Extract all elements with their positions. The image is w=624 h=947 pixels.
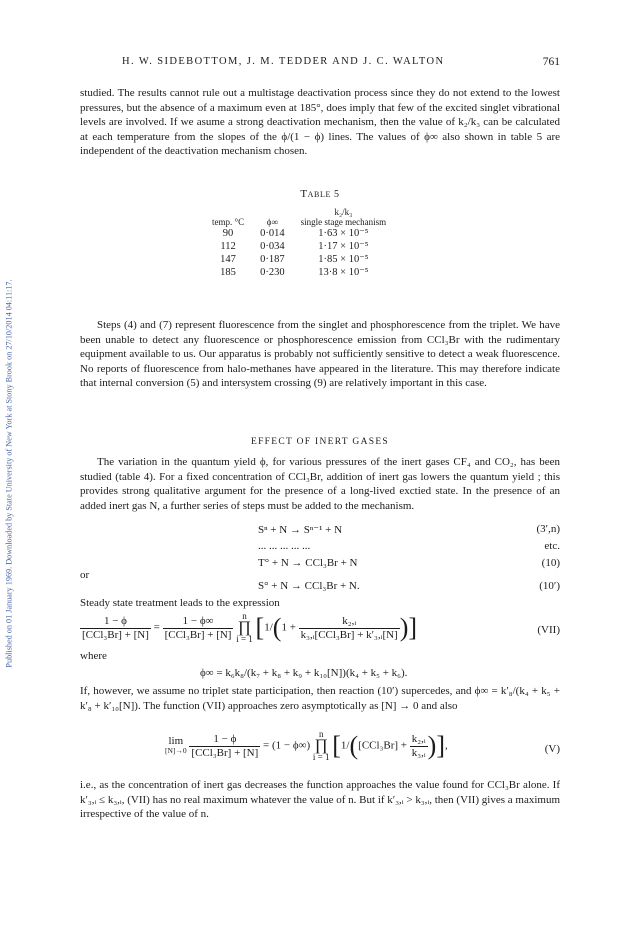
eqVII-inner-numerator: k₂,ᵢ bbox=[342, 614, 357, 627]
eqV-product-symbol: ∏ bbox=[314, 737, 328, 754]
eqVII-rhs-fraction bbox=[163, 615, 234, 642]
paragraph-conclusion: i.e., as the concentration of inert gas decreases the function approaches the value found for CCl₃Br alone. If k′₃,ᵢ ≤ k₃,ᵢ, (VII) has no real maximum whatever the value of n. But if k′₃,ᵢ > k₃,ᵢ, then (VII) gives a maximum irrespective of the value of n. bbox=[80, 779, 560, 821]
header-authors: H. W. SIDEBOTTOM, J. M. TEDDER AND J. C. WALTON bbox=[122, 56, 445, 67]
paragraph-inert-gases: The variation in the quantum yield ϕ, for various pressures of the inert gases CF₄ and CO₂, has been studied (table 4). For a fixed concentration of CCl₃Br, addition of inert gas lowers the quantum yield ; this provides strong qualitative argument for the presence of a long-lived exctied state. In the presence of an added inert gas N, a further series of steps must be added to the mechanism. bbox=[80, 456, 560, 512]
eqVII-lhs-denominator: [CCl₃Br] + [N] bbox=[82, 628, 149, 641]
cell-ratio: 1·17 × 10⁻⁵ bbox=[318, 241, 369, 252]
eqV-lhs-denominator: [CCl₃Br] + [N] bbox=[191, 746, 259, 759]
eqV-product bbox=[313, 730, 330, 762]
cell-phi: 0·014 bbox=[260, 228, 285, 239]
equation-VII bbox=[80, 612, 417, 644]
eqV-limit-word: lim bbox=[168, 735, 184, 747]
equation-number-10: (10) bbox=[541, 557, 560, 569]
table-row bbox=[204, 266, 394, 279]
equation-number-VII: (VII) bbox=[537, 624, 560, 636]
eqVII-inner-fraction bbox=[299, 615, 400, 642]
cell-ratio: 1·63 × 10⁻⁵ bbox=[318, 228, 369, 239]
or-word: or bbox=[80, 569, 90, 581]
eqV-open-paren: ( bbox=[349, 731, 359, 760]
eqV-inner-denominator: k₃,ᵢ bbox=[411, 746, 426, 759]
paragraph-no-triplet: If, however, we assume no triplet state participation, then reaction (10′) supercedes, and ϕ∞ = k′₈/(k₄ + k₅ + k′₈ + k′₁₀[N]). The function (VII) approaches zero asymptotically as [N] → 0 and also bbox=[80, 685, 560, 712]
cell-phi: 0·230 bbox=[260, 267, 285, 278]
paragraph-fluorescence: Steps (4) and (7) represent fluorescence from the singlet and phosphorescence from the triplet. We have been unable to detect any fluorescence or phosphorescence emission from CCl₃Br with the rudimentary equipment available to us. Our apparatus is probably not sufficiently sensitive to detect a weak fluorescence. No reports of fluorescence from halo-methanes have appeared in the literature. This may therefore indicate that internal conversion (5) and intersystem crossing (9) are relatively important in this case. bbox=[80, 319, 560, 390]
eqVII-inner-denominator: k₃,ᵢ[CCl₃Br] + k′₃,ᵢ[N] bbox=[300, 628, 398, 641]
download-watermark bbox=[1, 0, 17, 947]
eqV-limit bbox=[165, 736, 187, 756]
eqV-inner-lead: [CCl₃Br] + bbox=[358, 739, 408, 752]
equation-number-V: (V) bbox=[544, 743, 560, 755]
eqVII-rhs-numerator: 1 − ϕ∞ bbox=[182, 614, 214, 627]
eqV-close-paren: ) bbox=[427, 731, 437, 760]
cell-ratio: 1·85 × 10⁻⁵ bbox=[318, 254, 369, 265]
eqVII-inner-prefix: 1/ bbox=[264, 621, 273, 634]
section-heading: EFFECT OF INERT GASES bbox=[250, 437, 390, 447]
eqVII-open-bracket: [ bbox=[255, 613, 265, 642]
table-row bbox=[204, 240, 394, 253]
eqVII-rhs-denominator: [CCl₃Br] + [N] bbox=[164, 628, 232, 641]
equation-number-etc: etc. bbox=[544, 540, 560, 552]
col-header-ratio bbox=[293, 207, 394, 227]
table-5 bbox=[204, 207, 394, 279]
equation-10: T° + N → CCl₃Br + N bbox=[258, 557, 358, 569]
table-caption-number: 5 bbox=[334, 189, 340, 200]
eqVII-inner-one: 1 + bbox=[281, 621, 296, 634]
cell-ratio: 13·8 × 10⁻⁵ bbox=[318, 267, 369, 278]
eqV-close-bracket: ] bbox=[436, 731, 445, 760]
running-header bbox=[80, 56, 560, 70]
eqV-inner-fraction bbox=[410, 733, 428, 760]
eqV-inner-prefix: 1/ bbox=[340, 739, 350, 752]
cell-phi: 0·187 bbox=[260, 254, 285, 265]
eqVII-lhs-numerator: 1 − ϕ bbox=[103, 614, 127, 627]
eqVII-product bbox=[236, 612, 253, 644]
eqVII-product-lower: i = 1 bbox=[236, 634, 253, 644]
table-caption bbox=[80, 188, 560, 200]
eqV-lhs-numerator: 1 − ϕ bbox=[213, 732, 237, 745]
cell-temp: 90 bbox=[222, 228, 234, 239]
table-caption-label: Table bbox=[300, 188, 331, 200]
eqVII-product-upper: n bbox=[242, 611, 247, 621]
eqVII-product-symbol: ∏ bbox=[237, 619, 252, 636]
download-watermark-text: Published on 01 January 1969. Downloaded by State University of New York at Stony Brook on 27/10/2014 04:11:17. bbox=[4, 279, 14, 668]
page-number: 761 bbox=[542, 56, 560, 68]
cell-temp: 147 bbox=[220, 254, 236, 265]
eqV-open-bracket: [ bbox=[332, 731, 341, 760]
steady-state-text: Steady state treatment leads to the expression bbox=[80, 597, 280, 609]
cell-temp: 185 bbox=[220, 267, 236, 278]
equation-V bbox=[165, 730, 448, 762]
paragraph-deactivation: studied. The results cannot rule out a multistage deactivation process since they do not extend to the lowest pressures, but the absence of a maximum even at 185°, does imply that few of the excited singlet vibrational levels are involved. If we asume a strong deactivation mechanism, then the value of k₂/k₃ can be calculated at each temperature from the slopes of the ϕ/(1 − ϕ) lines. The values of ϕ∞ also shown in table 5 are independent of the deactivation mechanism chosen. bbox=[80, 87, 560, 158]
table-row bbox=[204, 253, 394, 266]
eqVII-close-bracket: ] bbox=[408, 613, 418, 642]
eqVII-equals: = bbox=[153, 621, 160, 634]
equation-phi-infinity: ϕ∞ = k₆k₈/(k₇ + k₈ + k₉ + k₁₀[N])(k₄ + k₅ + k₆). bbox=[200, 667, 408, 679]
eqVII-open-paren: ( bbox=[272, 613, 282, 642]
eqVII-close-paren: ) bbox=[399, 613, 409, 642]
cell-temp: 112 bbox=[220, 241, 236, 252]
eqV-lhs-fraction bbox=[189, 733, 260, 760]
table-row bbox=[204, 227, 394, 240]
equation-10-prime: S° + N → CCl₃Br + N. bbox=[258, 580, 360, 592]
eqV-rhs-prefix: = (1 − ϕ∞) bbox=[263, 739, 311, 752]
where-word: where bbox=[80, 650, 107, 662]
equation-3n: Sⁿ + N → Sⁿ⁻¹ + N bbox=[258, 524, 343, 536]
col-header-ratio-top: k₂/k₃ bbox=[334, 207, 353, 217]
col-header-phi: ϕ∞ bbox=[266, 217, 278, 227]
cell-phi: 0·034 bbox=[260, 241, 285, 252]
equation-number-3n: (3′,n) bbox=[536, 523, 560, 535]
eqV-product-lower: i = 1 bbox=[312, 752, 330, 762]
col-header-temp: temp. °C bbox=[212, 217, 245, 227]
equation-number-10-prime: (10′) bbox=[539, 580, 560, 592]
eqV-product-upper: n bbox=[318, 729, 324, 739]
equation-continuation: ... ... ... ... ... bbox=[258, 540, 311, 552]
eqV-inner-numerator: k₂,ᵢ bbox=[411, 732, 426, 745]
col-header-ratio-bottom: single stage mechanism bbox=[300, 217, 387, 227]
eqV-limit-subscript: [N]→0 bbox=[165, 746, 187, 755]
eqVII-lhs-fraction bbox=[80, 615, 151, 642]
eqV-comma: , bbox=[445, 739, 448, 752]
